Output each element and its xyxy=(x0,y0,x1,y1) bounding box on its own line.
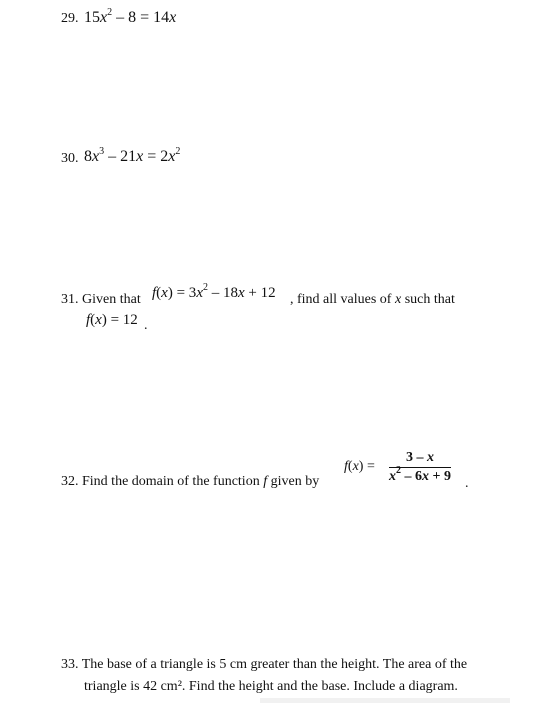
problem-end: . xyxy=(465,476,469,491)
problem-condition: f(x) = 12 xyxy=(86,312,138,328)
problem-line-2: triangle is 42 cm². Find the height and the base. Include a diagram. xyxy=(84,679,458,694)
problem-suffix: , find all values of x such that xyxy=(290,292,455,307)
fraction-denominator: $x^2 - 6x + 9$ xyxy=(389,465,451,484)
fraction-numerator: 3 – x xyxy=(389,450,451,468)
problem-equation: $15x^2 - 8 = 14x$ xyxy=(84,7,177,26)
problem-line-1: The base of a triangle is 5 cm greater than the height. The area of the xyxy=(81,657,468,672)
problem-number: 31. xyxy=(61,292,79,307)
problem-number: 30. xyxy=(61,151,79,166)
problem-number: 29. xyxy=(61,11,79,26)
problem-number: 32. xyxy=(61,474,79,489)
problem-equation: $8x^3 - 21x = 2x^2$ xyxy=(84,146,181,165)
problem-number: 33. xyxy=(61,657,79,672)
page-scroll-edge xyxy=(260,698,510,703)
function-lhs: f(x) = xyxy=(344,459,375,474)
problem-text: Find the domain of the function f given by xyxy=(82,474,320,489)
problem-prefix: Given that xyxy=(82,292,141,307)
problem-function: $f(x) = 3x^2 - 18x + 12$ xyxy=(152,282,276,301)
problem-condition-end: . xyxy=(144,318,148,333)
fraction xyxy=(389,450,451,485)
